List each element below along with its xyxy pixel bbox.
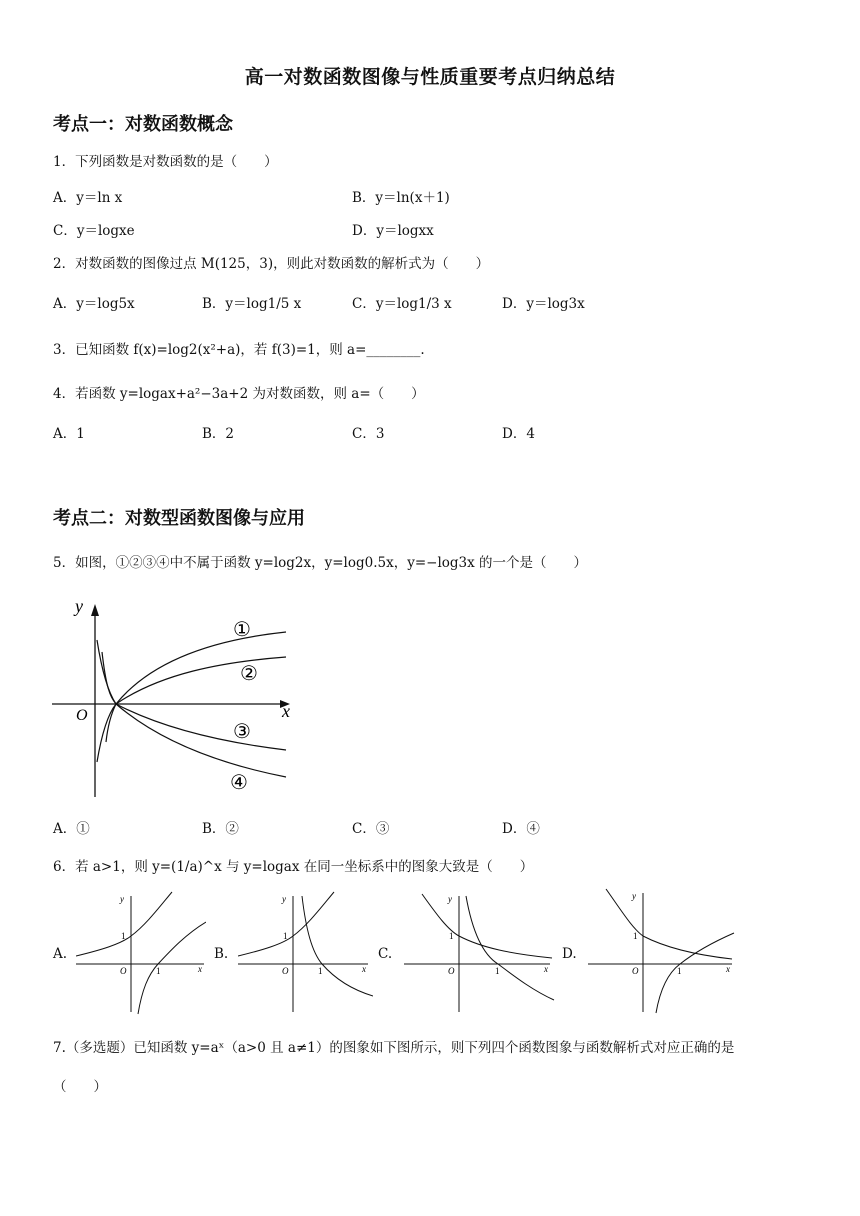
origin-label: O bbox=[448, 966, 455, 976]
question-6-option-b-graph bbox=[238, 890, 373, 1015]
question-6-option-d-label: D. bbox=[562, 946, 577, 962]
log-curve bbox=[656, 933, 734, 1013]
page-title: 高一对数函数图像与性质重要考点归纳总结 bbox=[244, 66, 616, 88]
question-5-option-b: B．② bbox=[202, 821, 239, 837]
y-axis-arrow-icon bbox=[91, 604, 99, 616]
question-2-option-b: B．y＝log1/5 x bbox=[202, 296, 302, 312]
curve-4-label: ④ bbox=[230, 772, 248, 794]
curve-3-label: ③ bbox=[233, 721, 251, 743]
x-label: x bbox=[544, 964, 548, 974]
question-5-option-d: D．④ bbox=[502, 821, 540, 837]
one-y-label: 1 bbox=[283, 931, 288, 941]
question-6-stem: 6．若 a>1，则 y=(1/a)^x 与 y=logax 在同一坐标系中的图象大致是（ ） bbox=[53, 859, 534, 875]
question-7-stem: 7.（多选题）已知函数 y=aˣ（a>0 且 a≠1）的图象如下图所示，则下列四个函数图象与函数解析式对应正确的是 bbox=[53, 1040, 735, 1056]
question-5-option-c: C．③ bbox=[352, 821, 390, 837]
section-heading-1: 考点一：对数函数概念 bbox=[53, 114, 233, 135]
y-label: y bbox=[632, 891, 636, 901]
exponential-curve bbox=[606, 889, 732, 959]
one-y-label: 1 bbox=[121, 931, 126, 941]
question-2-option-c: C．y＝log1/3 x bbox=[352, 296, 452, 312]
question-4-option-c: C．3 bbox=[352, 426, 385, 442]
origin-label: O bbox=[76, 707, 88, 724]
one-x-label: 1 bbox=[677, 966, 682, 976]
question-6-option-b-label: B. bbox=[214, 946, 229, 962]
question-7-paren: （ ） bbox=[53, 1079, 107, 1095]
one-y-label: 1 bbox=[449, 931, 454, 941]
curve-1-label: ① bbox=[233, 619, 251, 641]
question-5-stem: 5．如图，①②③④中不属于函数 y=log2x，y=log0.5x，y=−log3x 的一个是（ ） bbox=[53, 555, 588, 571]
question-1-stem: 1．下列函数是对数函数的是（ ） bbox=[53, 154, 278, 170]
question-4-option-a: A．1 bbox=[53, 426, 85, 442]
origin-label: O bbox=[632, 966, 639, 976]
one-x-label: 1 bbox=[495, 966, 500, 976]
x-label: x bbox=[726, 964, 730, 974]
question-1-option-b: B．y＝ln(x＋1) bbox=[352, 190, 450, 206]
question-5-option-a: A．① bbox=[53, 821, 90, 837]
question-1-option-d: D．y＝logxx bbox=[352, 223, 434, 239]
x-label: x bbox=[362, 964, 366, 974]
exponential-curve bbox=[238, 892, 334, 956]
question-5-figure bbox=[50, 592, 300, 802]
section-heading-2: 考点二：对数型函数图像与应用 bbox=[53, 508, 305, 529]
question-1-option-a: A．y＝ln x bbox=[53, 190, 123, 206]
question-6-option-d-graph bbox=[586, 885, 736, 1015]
curve-2-label: ② bbox=[240, 663, 258, 685]
x-axis-label: x bbox=[282, 701, 290, 721]
log-curve bbox=[302, 896, 373, 996]
question-4-option-b: B．2 bbox=[202, 426, 235, 442]
one-x-label: 1 bbox=[318, 966, 323, 976]
origin-label: O bbox=[120, 966, 127, 976]
question-6-option-c-label: C. bbox=[378, 946, 393, 962]
question-6-option-c-graph bbox=[402, 890, 557, 1015]
y-axis-label: y bbox=[75, 596, 83, 616]
question-3-stem: 3．已知函数 f(x)=log2(x²+a)，若 f(3)=1，则 a=________. bbox=[53, 342, 425, 358]
origin-label: O bbox=[282, 966, 289, 976]
y-label: y bbox=[282, 894, 286, 904]
one-x-label: 1 bbox=[156, 966, 161, 976]
question-6-option-a-label: A. bbox=[53, 946, 68, 962]
question-1-option-c: C．y＝logxe bbox=[53, 223, 135, 239]
question-2-option-a: A．y＝log5x bbox=[53, 296, 135, 312]
question-6-option-a-graph bbox=[76, 890, 206, 1015]
question-4-option-d: D．4 bbox=[502, 426, 535, 442]
curve-3 bbox=[106, 704, 286, 750]
y-label: y bbox=[120, 894, 124, 904]
exponential-curve bbox=[422, 894, 552, 958]
y-label: y bbox=[448, 894, 452, 904]
log-curve bbox=[138, 922, 206, 1014]
one-y-label: 1 bbox=[633, 931, 638, 941]
exponential-curve bbox=[76, 892, 172, 956]
question-4-stem: 4．若函数 y=logax+a²−3a+2 为对数函数，则 a=（ ） bbox=[53, 386, 425, 402]
curve-4 bbox=[97, 704, 286, 777]
question-2-option-d: D．y＝log3x bbox=[502, 296, 585, 312]
curve-2 bbox=[102, 652, 286, 704]
question-2-stem: 2．对数函数的图像过点 M(125，3)，则此对数函数的解析式为（ ） bbox=[53, 256, 490, 272]
x-label: x bbox=[198, 964, 202, 974]
log-curve bbox=[466, 896, 554, 1000]
